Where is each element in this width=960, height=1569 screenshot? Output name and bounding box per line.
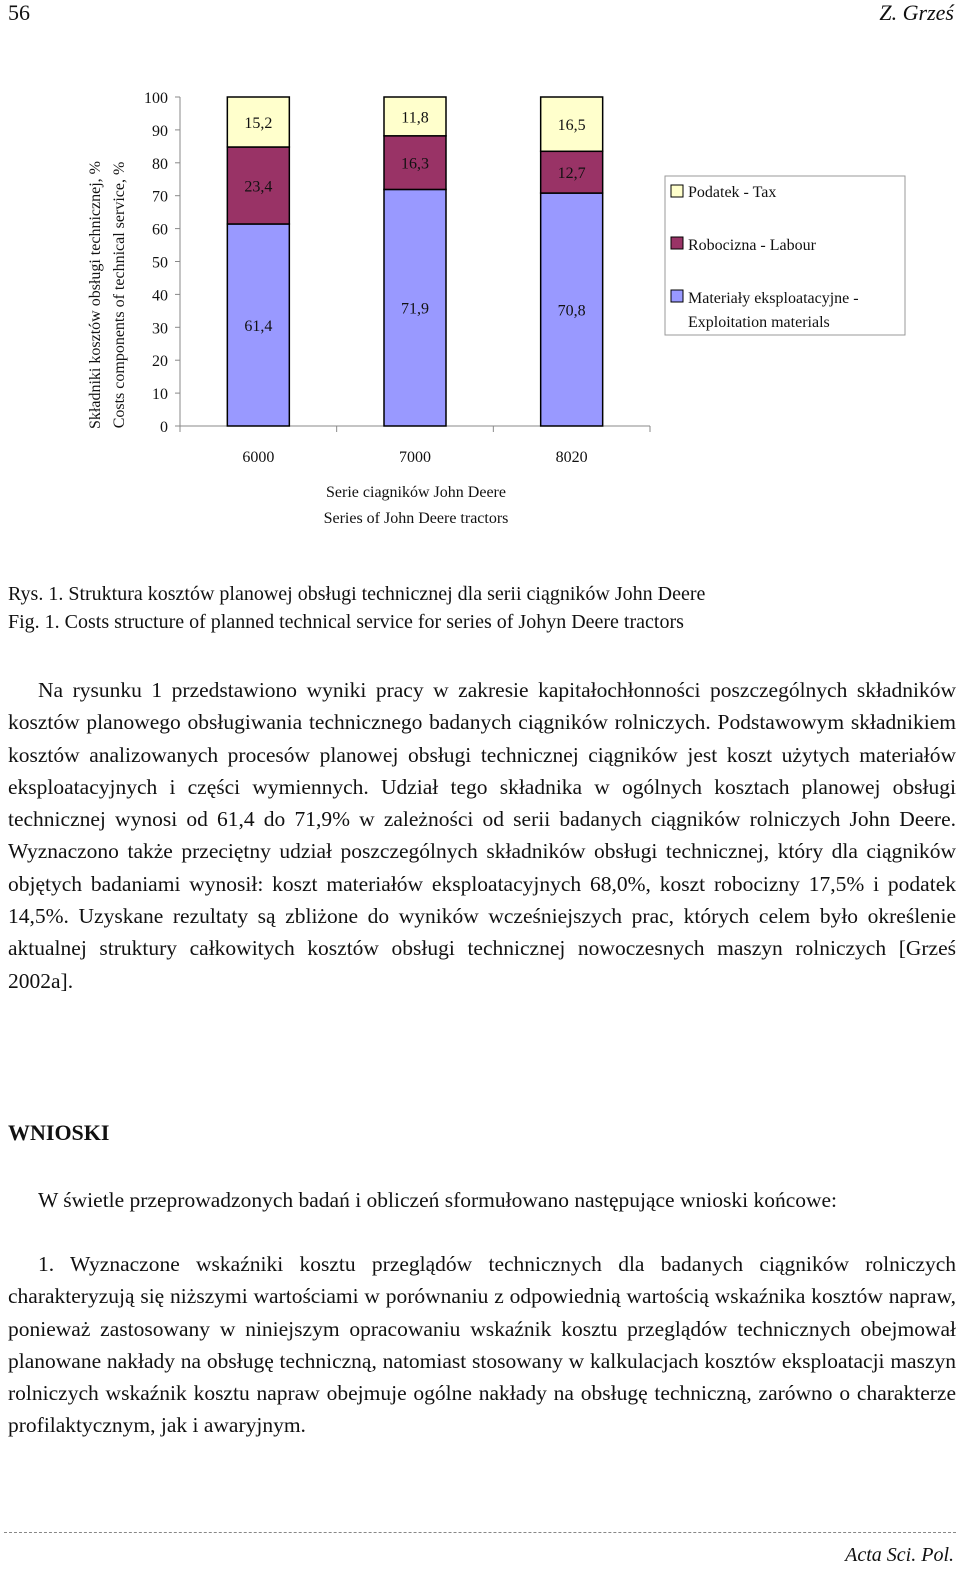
x-tick-label: 6000 xyxy=(242,449,275,466)
data-label: 12,7 xyxy=(557,165,586,183)
legend-swatch-materials xyxy=(671,290,683,302)
figure-caption-en: Fig. 1. Costs structure of planned technical service for series of Johyn Deere tractors xyxy=(8,611,684,633)
footer-rule xyxy=(4,1532,956,1533)
y-tick-label: 70 xyxy=(152,188,168,206)
y-tick-label: 100 xyxy=(144,90,168,107)
data-label: 16,3 xyxy=(401,155,429,173)
running-head: Z. Grześ xyxy=(879,0,954,25)
y-tick-label: 90 xyxy=(152,122,168,140)
y-tick-label: 10 xyxy=(152,386,168,404)
legend-label-materials-line2: Exploitation materials xyxy=(688,314,830,331)
body-paragraph-2-text: W świetle przeprowadzonych badań i obliczeń sformułowano następujące wnioski końcowe: xyxy=(38,1188,838,1212)
y-axis-title xyxy=(87,161,128,429)
body-paragraph-1 xyxy=(8,674,956,997)
conclusion-item-1-text: 1. Wyznaczone wskaźniki kosztu przeglądów technicznych dla badanych ciągników rolniczych charakteryzują się niższymi wartościami w porównaniu z odpowiednią wartością wskaźnika kosztów napraw, ponieważ zastosowany w niniejszym opracowaniu wskaźnik kosztu przeglądów technicznych obejmował planowane nakłady na obsługę techniczną, natomiast stosowany w kalkulacjach kosztów eksploatacji maszyn rolniczych wskaźnik kosztu napraw obejmuje ogólne nakłady na obsługę techniczną, zarówno o charakterze profilaktycznym, jak i awaryjnym. xyxy=(8,1252,956,1438)
legend-swatch-tax xyxy=(671,185,683,197)
y-axis-title-en: Costs components of technical service, % xyxy=(111,161,128,429)
section-heading-conclusions: WNIOSKI xyxy=(8,1120,110,1145)
x-tick-label: 8020 xyxy=(555,449,588,466)
body-paragraph-2 xyxy=(8,1184,956,1216)
data-label: 61,4 xyxy=(244,317,273,335)
conclusion-item-1 xyxy=(8,1248,956,1442)
legend-label-labour: Robocizna - Labour xyxy=(688,237,816,254)
x-axis-title-en: Series of John Deere tractors xyxy=(323,510,509,527)
x-axis-title xyxy=(324,484,509,527)
y-tick-label: 30 xyxy=(152,320,168,338)
y-axis-title-pl: Składniki kosztów obsługi technicznej, % xyxy=(87,161,104,429)
stacked-bar-chart xyxy=(0,0,960,560)
legend-swatch-labour xyxy=(671,237,683,249)
figure-caption-pl: Rys. 1. Struktura kosztów planowej obsługi technicznej dla serii ciągników John Deere xyxy=(8,583,706,605)
data-label: 71,9 xyxy=(401,300,429,318)
legend-label-tax: Podatek - Tax xyxy=(688,184,777,201)
y-tick-label: 40 xyxy=(152,287,168,305)
page-number: 56 xyxy=(8,0,30,25)
data-label: 16,5 xyxy=(557,117,586,135)
y-tick-label: 50 xyxy=(152,254,168,272)
y-axis xyxy=(144,90,180,436)
y-tick-label: 0 xyxy=(160,419,168,436)
x-tick-label: 7000 xyxy=(399,449,431,466)
data-label: 11,8 xyxy=(401,109,429,127)
legend-label-materials-line1: Materiały eksploatacyjne - xyxy=(688,290,859,307)
data-label: 23,4 xyxy=(244,178,273,196)
x-axis xyxy=(180,426,650,466)
data-label: 70,8 xyxy=(557,302,586,320)
footer-journal-name: Acta Sci. Pol. xyxy=(845,1544,954,1566)
x-axis-title-pl: Serie ciagników John Deere xyxy=(326,484,506,501)
bars-group xyxy=(227,97,602,426)
y-tick-label: 20 xyxy=(152,353,168,371)
chart-legend xyxy=(665,176,905,335)
data-label: 15,2 xyxy=(244,115,273,133)
y-tick-label: 80 xyxy=(152,155,168,173)
body-paragraph-1-text: Na rysunku 1 przedstawiono wyniki pracy w zakresie kapitałochłonności poszczególnych składników kosztów planowego obsługiwania technicznego badanych ciągników rolniczych. Podstawowym składnikiem kosztów analizowanych procesów planowej obsługi technicznej ciągników jest koszt użytych materiałów eksploatacyjnych i części wymiennych. Udział tego składnika w ogólnych kosztach planowej obsługi technicznej wynosi od 61,4 do 71,9% w zależności od serii badanych ciągników rolniczych John Deere. Wyznaczono także przeciętny udział poszczególnych składników obsługi technicznej, który dla ciągników objętych badaniami wynosił: koszt materiałów eksploatacyjnych 68,0%, koszt robocizny 17,5% i podatek 14,5%. Uzyskane rezultaty są zbliżone do wyników wcześniejszych prac, których celem było określenie aktualnej struktury całkowitych kosztów obsługi technicznej nowoczesnych maszyn rolniczych [Grześ 2002a]. xyxy=(8,678,956,993)
y-tick-label: 60 xyxy=(152,221,168,239)
